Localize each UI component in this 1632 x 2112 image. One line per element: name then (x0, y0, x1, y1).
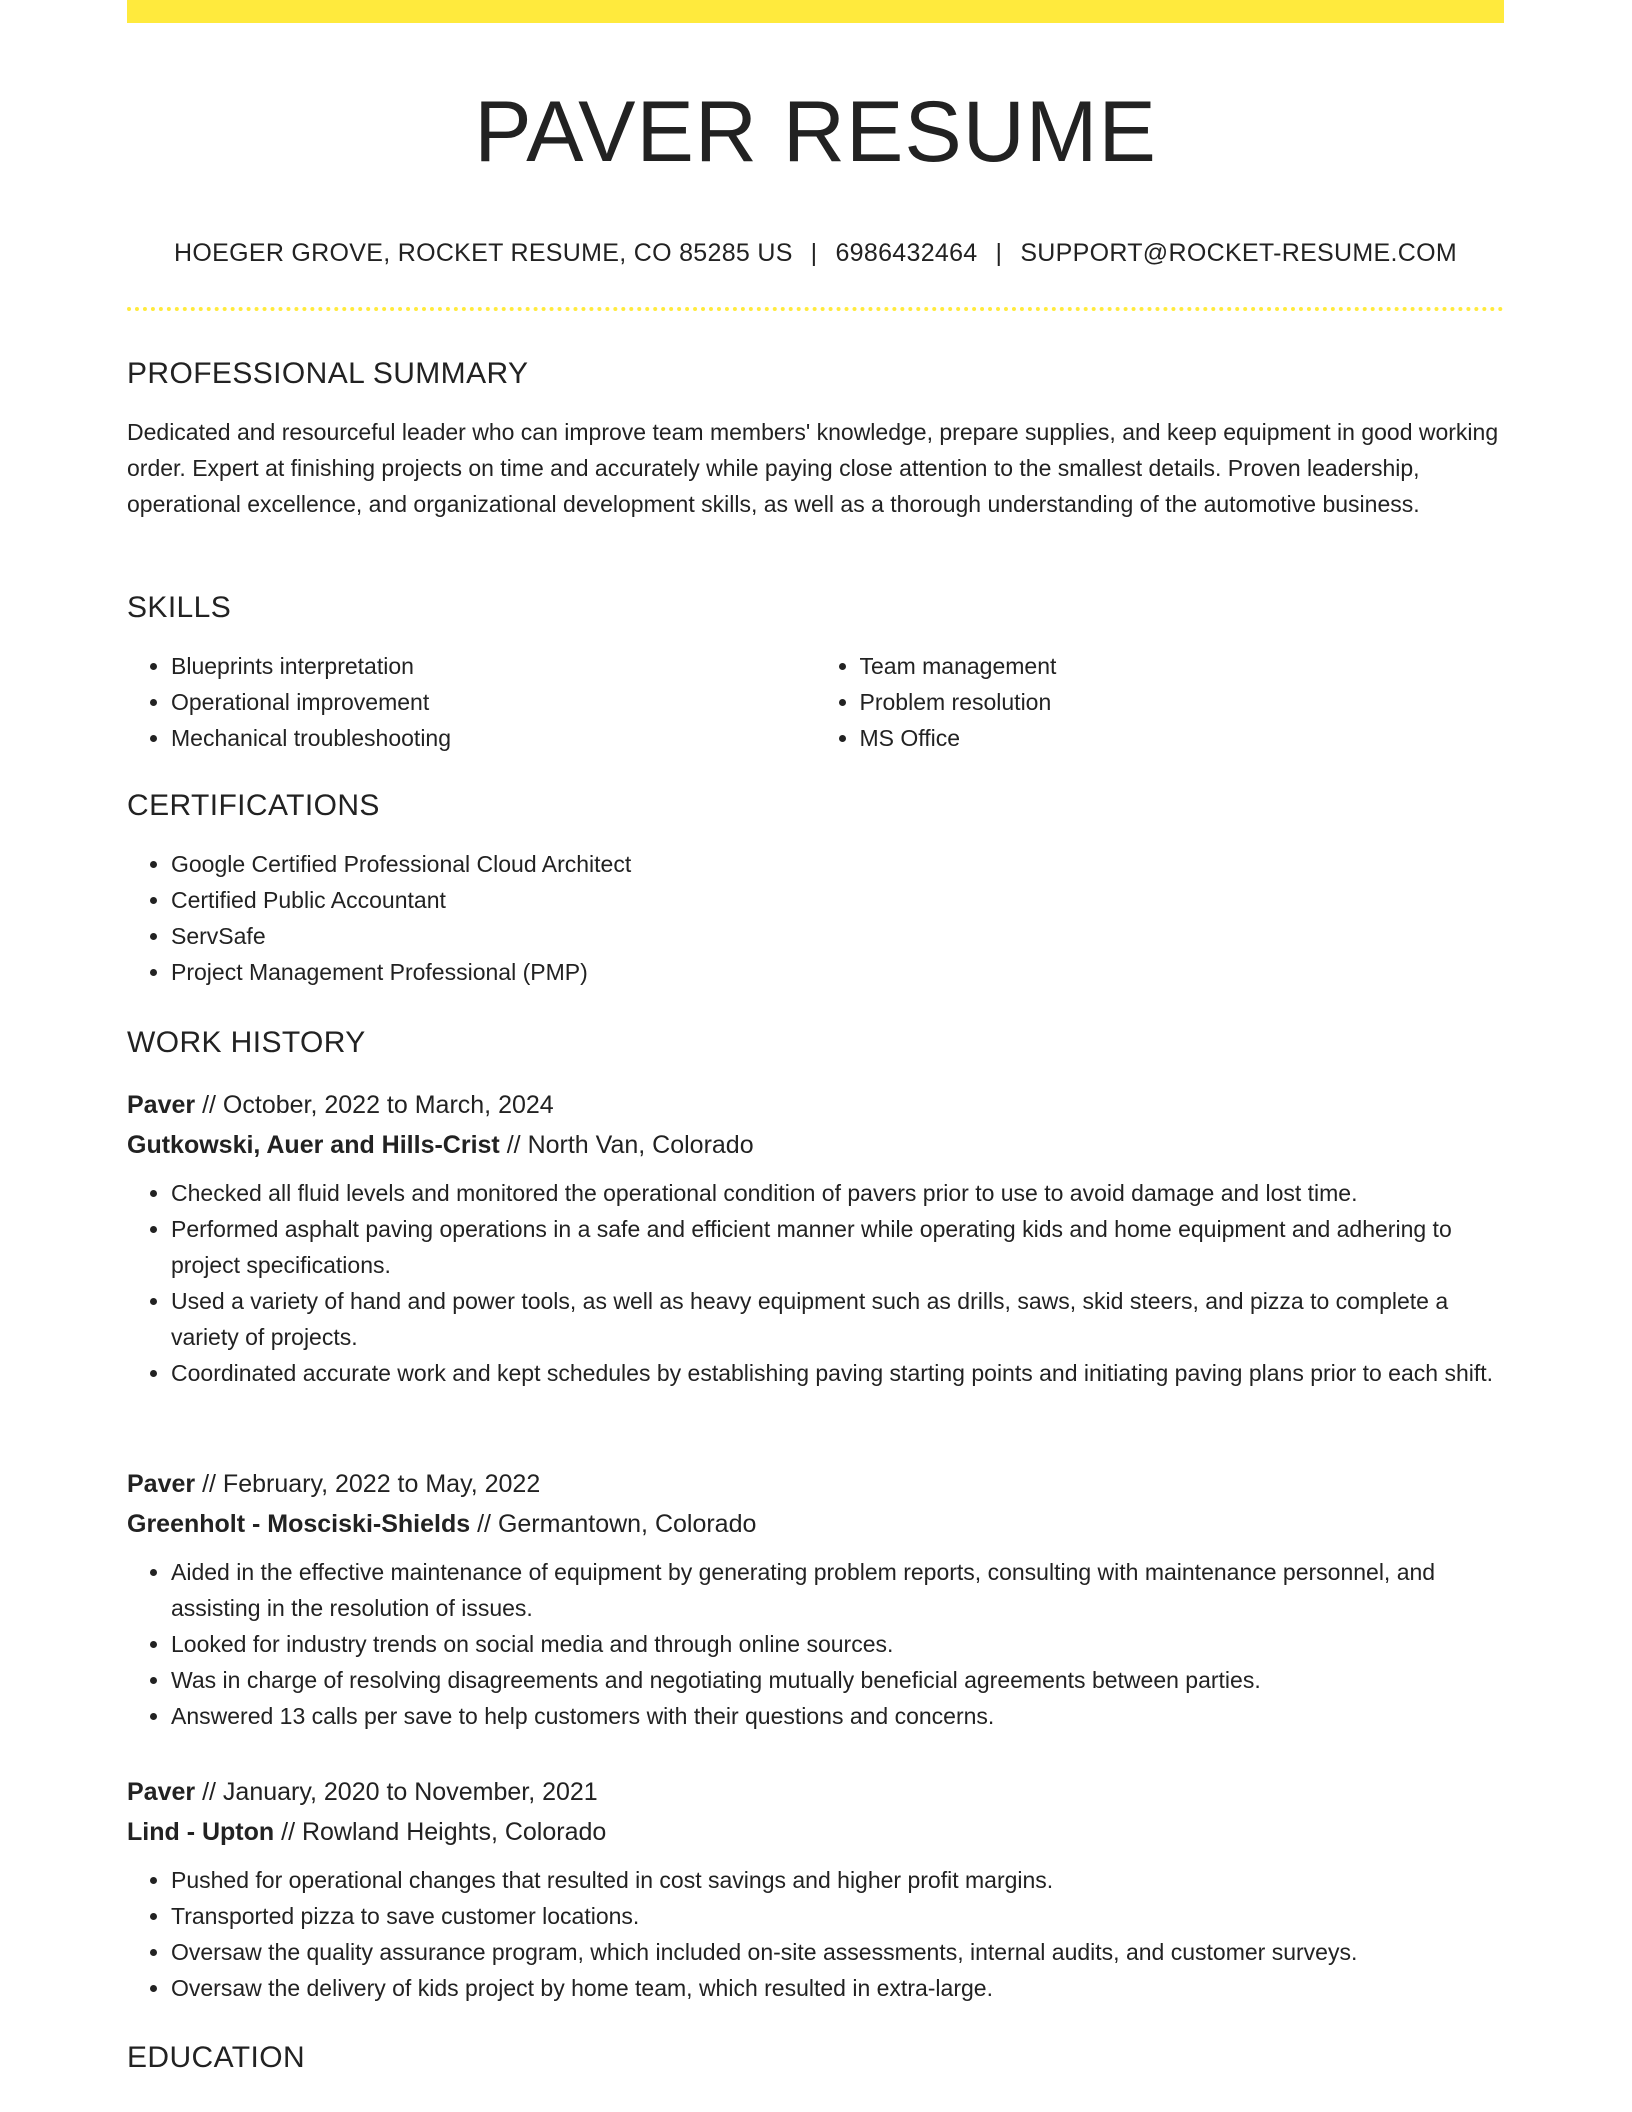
job-location: Germantown, Colorado (497, 1510, 757, 1538)
contact-separator: | (810, 239, 818, 267)
job-entry (127, 1772, 1504, 2006)
job-dates: October, 2022 to March, 2024 (222, 1091, 554, 1119)
job-separator: // (195, 1778, 223, 1806)
job-company: Lind - Upton (127, 1818, 275, 1846)
job-bullet: • Oversaw the delivery of kids project by home team, which resulted in extra-large. (171, 1970, 1504, 2006)
certification-item: • ServSafe (171, 918, 1504, 954)
job-title-line (127, 1772, 1504, 1812)
job-bullet: • Used a variety of hand and power tools, as well as heavy equipment such as drills, saws, skid steers, and pizza to complete a variety of projects. (171, 1283, 1504, 1355)
skills-columns (127, 648, 1504, 756)
work-heading: WORK HISTORY (127, 1026, 366, 1059)
work-section (127, 1025, 1504, 1061)
skill-item: • Problem resolution (860, 684, 1505, 720)
skill-item: • Team management (860, 648, 1505, 684)
contact-line (127, 236, 1504, 270)
job-location: North Van, Colorado (527, 1131, 754, 1159)
job-bullet: • Was in charge of resolving disagreements and negotiating mutually beneficial agreements between parties. (171, 1662, 1504, 1698)
contact-separator: | (995, 239, 1003, 267)
skill-item: • Mechanical troubleshooting (171, 720, 816, 756)
job-bullet: • Answered 13 calls per save to help customers with their questions and concerns. (171, 1698, 1504, 1734)
job-title-line (127, 1464, 1504, 1504)
skill-item: • Blueprints interpretation (171, 648, 816, 684)
header-divider (127, 307, 1504, 311)
education-section (127, 2040, 1504, 2076)
skills-section (127, 590, 1504, 756)
contact-phone: 6986432464 (835, 239, 978, 267)
skill-item: • Operational improvement (171, 684, 816, 720)
job-location: Rowland Heights, Colorado (301, 1818, 607, 1846)
skills-heading: SKILLS (127, 591, 232, 624)
job-bullet: • Performed asphalt paving operations in a safe and efficient manner while operating kids and home equipment and adhering to project specifications. (171, 1211, 1504, 1283)
contact-email: SUPPORT@ROCKET-RESUME.COM (1020, 239, 1457, 267)
education-heading: EDUCATION (127, 2041, 306, 2074)
job-company-line (127, 1812, 1504, 1852)
job-bullet: • Checked all fluid levels and monitored the operational condition of pavers prior to use to avoid damage and lost time. (171, 1175, 1504, 1211)
job-title: Paver (127, 1778, 196, 1806)
job-bullet: • Aided in the effective maintenance of equipment by generating problem reports, consulting with maintenance personnel, and assisting in the resolution of issues. (171, 1554, 1504, 1626)
certification-item: • Project Management Professional (PMP) (171, 954, 1504, 990)
top-accent-bar (127, 0, 1504, 23)
job-separator: // (470, 1510, 498, 1538)
job-title-line (127, 1085, 1504, 1125)
contact-address: HOEGER GROVE, ROCKET RESUME, CO 85285 US (174, 239, 793, 267)
job-dates: January, 2020 to November, 2021 (222, 1778, 598, 1806)
job-title: Paver (127, 1091, 196, 1119)
job-bullet: • Looked for industry trends on social media and through online sources. (171, 1626, 1504, 1662)
job-bullet: • Coordinated accurate work and kept schedules by establishing paving starting points and initiating paving plans prior to each shift. (171, 1355, 1504, 1391)
skill-item: • MS Office (860, 720, 1505, 756)
summary-text: Dedicated and resourceful leader who can improve team members' knowledge, prepare supplies, and keep equipment in good working order. Expert at finishing projects on time and accurately while paying close attention to the smallest details. Proven leadership, operational excellence, and organizational development skills, as well as a thorough understanding of the automotive business. (127, 419, 1499, 517)
job-separator: // (274, 1818, 302, 1846)
job-company-line (127, 1125, 1504, 1165)
certification-item: • Certified Public Accountant (171, 882, 1504, 918)
job-company: Gutkowski, Auer and Hills-Crist (127, 1131, 500, 1159)
job-bullet: • Oversaw the quality assurance program, which included on-site assessments, internal audits, and customer surveys. (171, 1934, 1504, 1970)
certifications-section (127, 788, 1504, 990)
job-entry (127, 1464, 1504, 1734)
job-bullet: • Pushed for operational changes that resulted in cost savings and higher profit margins. (171, 1862, 1504, 1898)
job-title: Paver (127, 1470, 196, 1498)
skills-list-right (816, 648, 1505, 756)
job-company: Greenholt - Mosciski-Shields (127, 1510, 471, 1538)
job-company-line (127, 1504, 1504, 1544)
job-bullets (127, 1175, 1504, 1391)
job-entry (127, 1085, 1504, 1391)
job-bullet: • Transported pizza to save customer locations. (171, 1898, 1504, 1934)
job-separator: // (195, 1470, 223, 1498)
job-separator: // (499, 1131, 528, 1159)
certifications-heading: CERTIFICATIONS (127, 789, 380, 822)
summary-section (127, 356, 1504, 522)
job-separator: // (195, 1091, 223, 1119)
job-dates: February, 2022 to May, 2022 (222, 1470, 541, 1498)
certifications-list (127, 846, 1504, 990)
job-bullets (127, 1862, 1504, 2006)
page-title: PAVER RESUME (474, 84, 1157, 180)
certification-item: • Google Certified Professional Cloud Architect (171, 846, 1504, 882)
job-bullets (127, 1554, 1504, 1734)
summary-heading: PROFESSIONAL SUMMARY (127, 357, 529, 390)
skills-list-left (127, 648, 816, 756)
